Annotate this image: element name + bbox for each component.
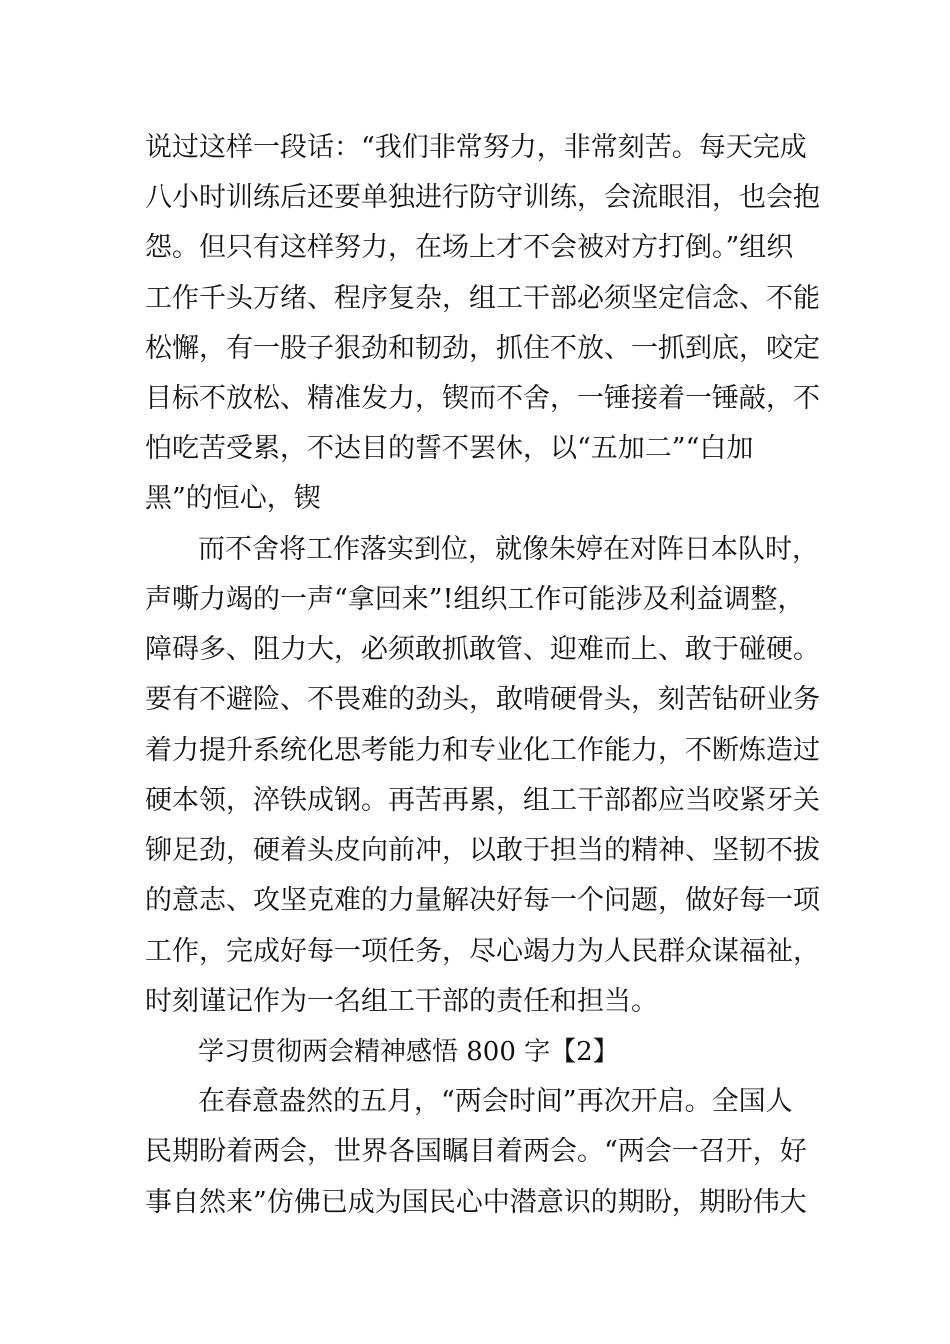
text-line: 怕吃苦受累，不达目的誓不罢休，以“五加二”“白加 — [145, 433, 754, 464]
text-line: 障碍多、阻力大，必须敢抓敢管、迎难而上、敢于碰硬。 — [145, 634, 820, 665]
paragraph-start-line: 在春意盎然的五月，“两会时间”再次开启。全国人 — [198, 1086, 793, 1117]
text-line: 着力提升系统化思考能力和专业化工作能力，不断炼造过 — [145, 735, 820, 766]
text-line: 硬本领，淬铁成钢。再苦再累，组工干部都应当咬紧牙关 — [145, 785, 820, 816]
text-line: 说过这样一段话：“我们非常努力，非常刻苦。每天完成 — [145, 132, 807, 163]
text-line: 目标不放松、精准发力，锲而不舍，一锤接着一锤敲，不 — [145, 383, 820, 414]
text-line: 铆足劲，硬着头皮向前冲，以敢于担当的精神、坚韧不拔 — [145, 835, 820, 866]
text-line: 八小时训练后还要单独进行防守训练，会流眼泪，也会抱 — [145, 182, 820, 213]
text-line: 要有不避险、不畏难的劲头，敢啃硬骨头，刻苦钻研业务 — [145, 684, 820, 715]
text-line: 工作千头万绪、程序复杂，组工干部必须坚定信念、不能 — [145, 283, 820, 314]
text-line: 工作，完成好每一项任务，尽心竭力为人民群众谋福祉， — [145, 936, 820, 967]
text-line: 事自然来”仿佛已成为国民心中潜意识的期盼，期盼伟大 — [145, 1187, 807, 1218]
text-line: 松懈，有一股子狠劲和韧劲，抓住不放、一抓到底，咬定 — [145, 333, 820, 364]
text-line: 黑”的恒心，锲 — [145, 483, 321, 514]
text-line: 民期盼着两会，世界各国瞩目着两会。“两会一召开，好 — [145, 1136, 807, 1167]
text-line: 时刻谨记作为一名组工干部的责任和担当。 — [145, 986, 658, 1017]
text-line: 声嘶力竭的一声“拿回来”!组织工作可能涉及利益调整， — [145, 584, 805, 615]
text-line: 怨。但只有这样努力，在场上才不会被对方打倒。”组织 — [145, 232, 794, 263]
section-heading: 学习贯彻两会精神感悟 800 字【2】 — [198, 1037, 619, 1067]
paragraph-start-line: 而不舍将工作落实到位，就像朱婷在对阵日本队时， — [198, 534, 819, 565]
text-line: 的意志、攻坚克难的力量解决好每一个问题，做好每一项 — [145, 885, 820, 916]
